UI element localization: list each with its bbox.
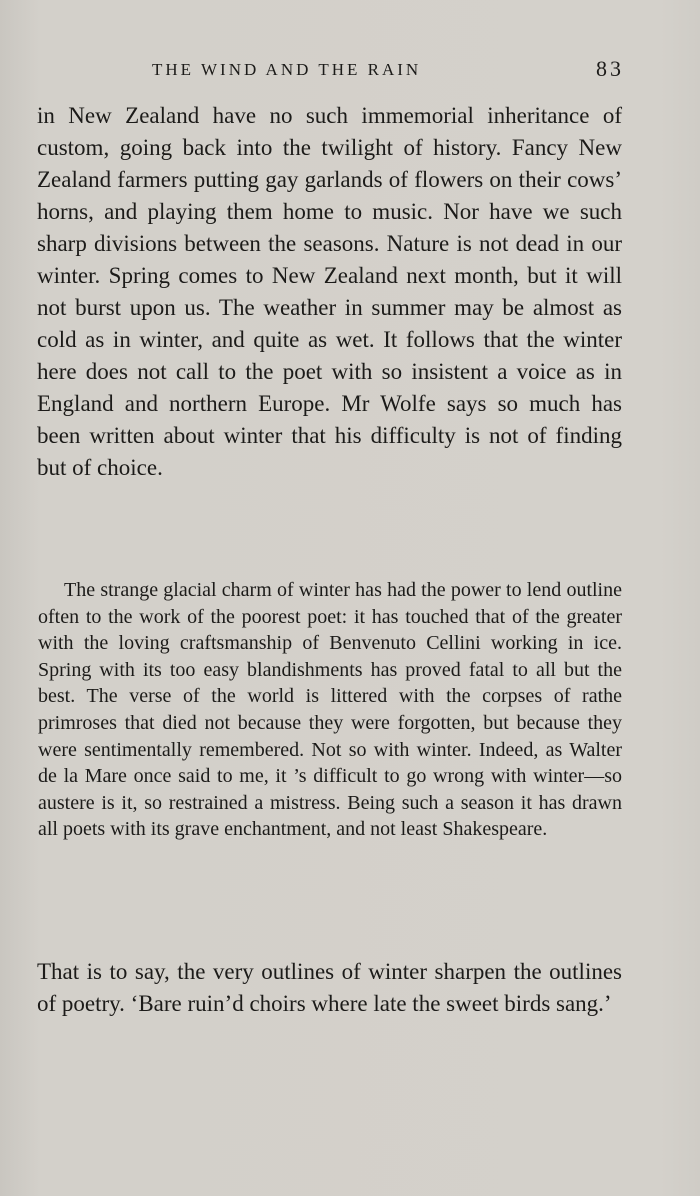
page-number: 83 (596, 56, 624, 81)
paragraph-2: The strange glacial charm of winter has had the power to lend outline often to the work of the poorest poet: it has touched that of the greater with the loving craftsmanship of Benvenuto Cellini working in ice. Spring with its too easy blandishments has proved fatal to all but the best. The verse of the world is littered with the corpses of rathe primroses that died not because they were forgotten, but because they were sentimentally remembered. Not so with winter. Indeed, as Walter de la Mare once said to me, it ’s difficult to go wrong with winter—so austere is it, so restrained a mistress. Being such a season it has drawn all poets with its grave enchantment, and not least Shakespeare. (38, 579, 622, 841)
paragraph-3: That is to say, the very outlines of winter sharpen the outlines of poetry. ‘Bare ruin’d choirs where late the sweet birds sang.’ (37, 959, 622, 1016)
running-title: THE WIND AND THE RAIN (152, 60, 422, 79)
paragraph-1: in New Zealand have no such immemorial inheritance of custom, going back into the twilight of history. Fancy New Zealand farmers putting gay garlands of flowers on their cows’ horns, and playing them home to music. Nor have we such sharp divisions between the seasons. Nature is not dead in our winter. Spring comes to New Zealand next month, but it will not burst upon us. The weather in summer may be almost as cold as in winter, and quite as wet. It follows that the winter here does not call to the poet with so insistent a voice as in England and northern Europe. Mr Wolfe says so much has been written about winter that his difficulty is not of finding but of choice. (37, 103, 622, 480)
running-head (36, 56, 624, 86)
